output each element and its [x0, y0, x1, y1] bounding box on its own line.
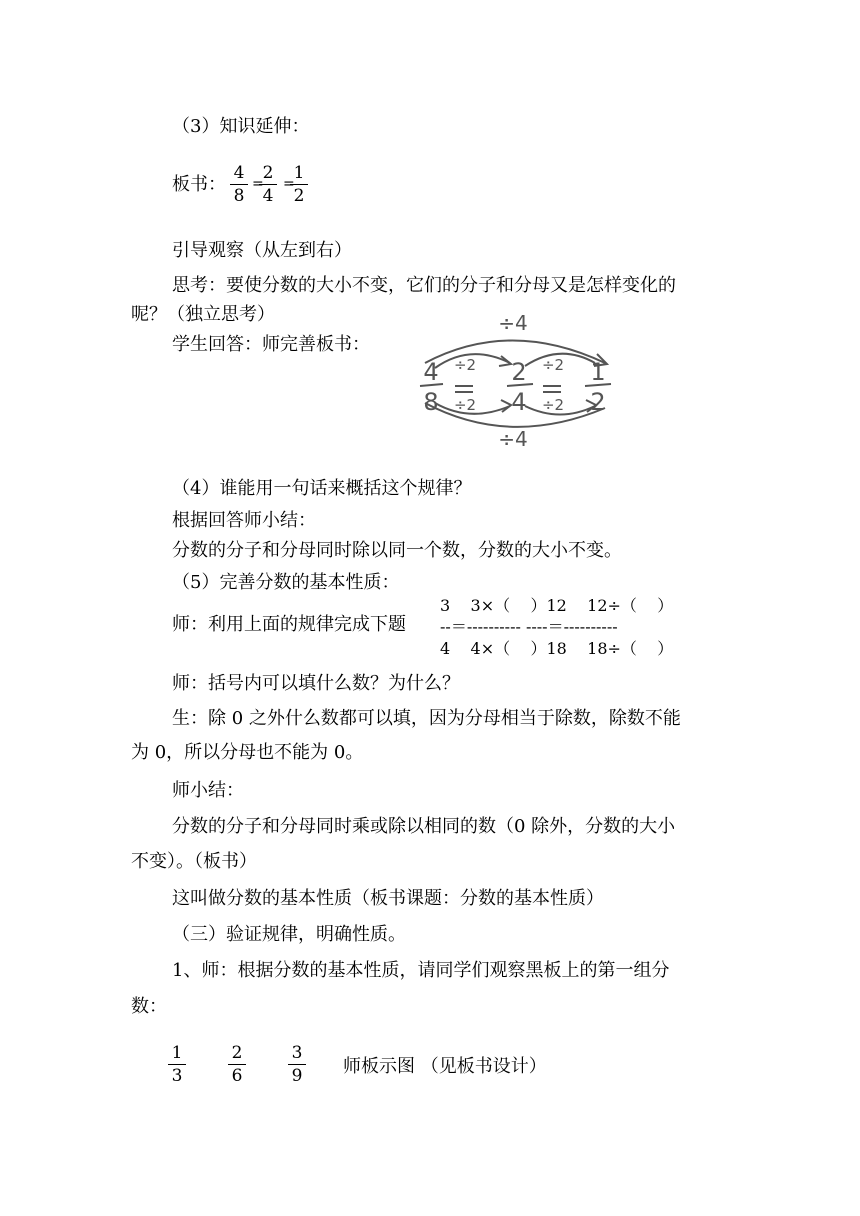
sketch-num-3: 1 — [590, 358, 606, 386]
handwritten-fraction-sketch — [415, 308, 615, 453]
fraction-2-6: 2 6 — [225, 1042, 249, 1087]
sketch-op-top-1: ÷2 — [453, 356, 477, 374]
sketch-bottom-label: ÷4 — [498, 427, 528, 451]
board-fraction-2-4: 2 4 — [256, 162, 280, 207]
question-text: 师：括号内可以填什么数？为什么？ — [172, 673, 460, 694]
sketch-num-2: 2 — [511, 358, 527, 386]
student-answer-line-1: 生：除 0 之外什么数都可以填，因为分母相当于除数，除数不能 — [172, 708, 681, 729]
sketch-op-top-2: ÷2 — [541, 356, 565, 374]
sketch-op-bottom-1: ÷2 — [453, 396, 477, 414]
guide-text: 引导观察（从左到右） — [172, 240, 352, 261]
conclusion-line-1: 分数的分子和分母同时乘或除以相同的数（0 除外，分数的大小 — [172, 816, 676, 837]
conclusion-intro: 师小结： — [172, 780, 244, 801]
equation-denominators: 4 4×（ ）18 18÷（ ） — [440, 639, 674, 658]
sketch-top-label: ÷4 — [498, 311, 528, 335]
section-4-title: （4）谁能用一句话来概括这个规律？ — [172, 478, 472, 499]
exercise-prompt: 师：利用上面的规律完成下题 — [172, 614, 406, 635]
sketch-op-bottom-2: ÷2 — [541, 396, 565, 414]
naming-text: 这叫做分数的基本性质（板书课题：分数的基本性质） — [172, 888, 604, 909]
sketch-den-1: 8 — [423, 388, 439, 416]
summary-text: 分数的分子和分母同时除以同一个数，分数的大小不变。 — [172, 540, 622, 561]
equation-numerators: 3 3×（ ）12 12÷（ ） — [440, 596, 674, 615]
think-line-1: 思考：要使分数的大小不变，它们的分子和分母又是怎样变化的 — [172, 275, 676, 296]
verify-task-line-2: 数： — [131, 996, 167, 1017]
conclusion-line-2: 不变）。（板书） — [131, 851, 257, 872]
equals-sign: = — [252, 176, 264, 192]
board-fraction-1-2: 1 2 — [287, 162, 311, 207]
equals-stroke — [455, 386, 473, 392]
board-note: 师板示图 （见板书设计） — [343, 1056, 547, 1077]
verify-task-line-1: 1、师：根据分数的基本性质，请同学们观察黑板上的第一组分 — [172, 960, 670, 981]
sketch-num-1: 4 — [423, 358, 439, 386]
section-5-title: （5）完善分数的基本性质： — [172, 572, 400, 593]
student-answer-line-2: 为 0，所以分母也不能为 0。 — [131, 742, 364, 763]
think-line-2: 呢？（独立思考） — [131, 304, 275, 325]
board-label: 板书： — [172, 174, 226, 195]
student-answer: 学生回答：师完善板书： — [172, 334, 370, 355]
fraction-1-3: 1 3 — [165, 1042, 189, 1087]
equals-sign: = — [283, 176, 295, 192]
section-3-title: （3）知识延伸： — [172, 116, 310, 137]
summary-intro: 根据回答师小结： — [172, 510, 316, 531]
equation-bars: --＝---------- ----＝---------- — [440, 617, 618, 636]
sketch-den-2: 4 — [511, 388, 527, 416]
arrowhead — [501, 400, 511, 412]
sketch-den-3: 2 — [590, 388, 606, 416]
fraction-3-9: 3 9 — [285, 1042, 309, 1087]
board-fraction-4-8: 4 8 — [227, 162, 251, 207]
equals-stroke — [543, 386, 561, 392]
verify-title: （三）验证规律，明确性质。 — [172, 924, 406, 945]
